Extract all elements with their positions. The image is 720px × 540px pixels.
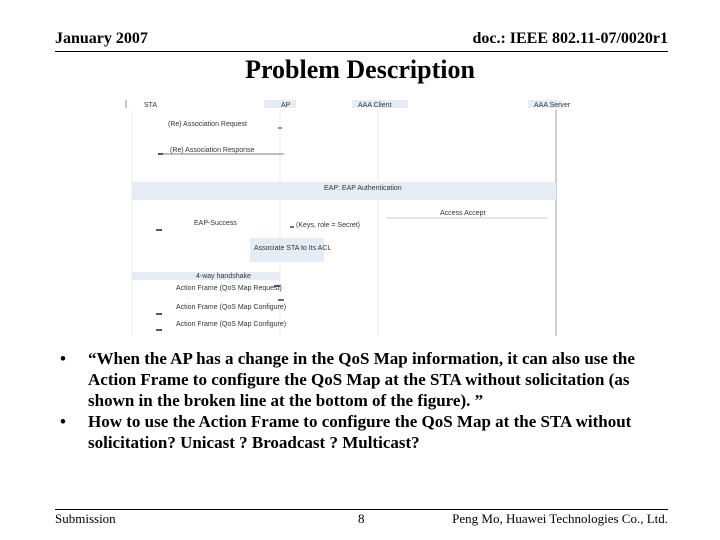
entity-aaa-client: AAA Client [358,102,392,109]
bullet-symbol: • [60,412,66,431]
header-rule [55,51,668,52]
entity-ap: AP [281,102,291,109]
msg-assoc-request: (Re) Association Request [168,121,247,128]
msg-acl: Associate STA to Its ACL [254,245,332,252]
footer-page-number: 8 [358,511,365,526]
bullet-symbol: • [60,349,66,368]
msg-action-configure-1: Action Frame (QoS Map Configure) [176,304,287,311]
slide-title: Problem Description [245,55,475,84]
msg-assoc-response: (Re) Association Response [170,147,255,154]
bullet-item [58,348,658,411]
msg-keys: (Keys, role = Secret) [296,222,360,229]
bullet-text: “When the AP has a change in the QoS Map information, it can also use the Action Frame to configure the QoS Map at the STA without solicitation (as shown in the broken line at the bottom of the figure). ” [88,349,635,410]
footer-submission: Submission [55,511,116,526]
msg-access-accept: Access Accept [440,210,486,217]
bullet-item [58,411,658,453]
msg-action-configure-2: Action Frame (QoS Map Configure) [176,321,287,328]
footer-rule [55,509,668,510]
sequence-diagram [124,96,571,340]
header-doc-id: doc.: IEEE 802.11-07/0020r1 [472,30,668,47]
msg-eap-success: EAP-Success [194,220,237,227]
entity-sta: STA [144,102,158,109]
bullet-list [58,348,658,453]
msg-action-request: Action Frame (QoS Map Request) [176,285,282,292]
bullet-text: How to use the Action Frame to configure the QoS Map at the STA without solicitation? Unicast ? Broadcast ? Multicast? [88,412,632,452]
header-date: January 2007 [55,30,148,47]
entity-ap-box [264,100,296,108]
entity-aaa-server: AAA Server [534,102,571,109]
msg-eap-auth: EAP: EAP Authentication [324,185,402,192]
footer-author: Peng Mo, Huawei Technologies Co., Ltd. [452,511,668,526]
msg-4way: 4-way handshake [196,273,251,280]
